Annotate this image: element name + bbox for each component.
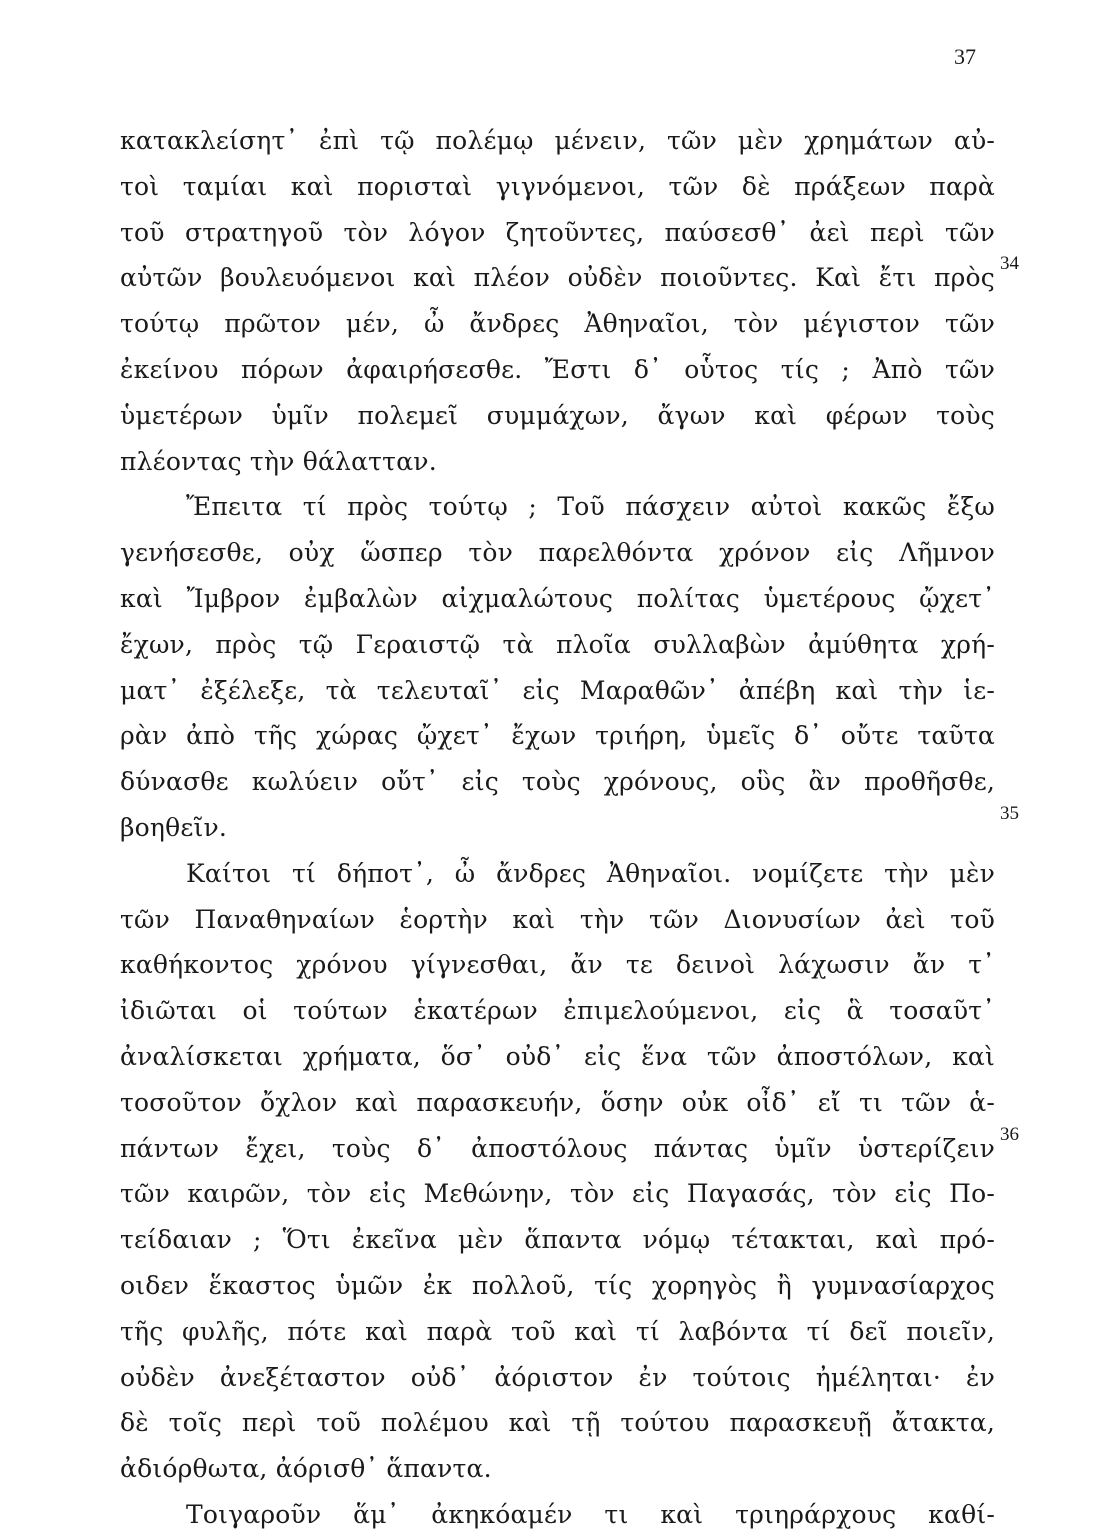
text-line: ματ᾽ ἐξέλεξε, τὰ τελευταῖ᾽ εἰς Μαραθῶν᾽ ἀπέβη καὶ τὴν ἱε- [120, 675, 995, 705]
text-line: δύνασθε κωλύειν οὔτ᾽ εἰς τοὺς χρόνους, οὓς ἂν προθῆσθε, [120, 767, 995, 797]
text-line: αὐτῶν βουλευόμενοι καὶ πλέον οὐδὲν ποιοῦντες. Καὶ ἔτι πρὸς [120, 263, 995, 293]
section-number: 36 [1000, 1124, 1019, 1145]
text-line: Ἔπειτα τί πρὸς τούτῳ ; Τοῦ πάσχειν αὐτοὶ κακῶς ἔξω [186, 492, 995, 522]
text-line: δὲ τοῖς περὶ τοῦ πολέμου καὶ τῇ τούτου παρασκευῇ ἄτακτα, [120, 1408, 995, 1438]
text-line: Καίτοι τί δήποτ᾽, ὦ ἄνδρες Ἀθηναῖοι. νομίζετε τὴν μὲν [186, 858, 995, 888]
text-line: τούτῳ πρῶτον μέν, ὦ ἄνδρες Ἀθηναῖοι, τὸν μέγιστον τῶν [120, 309, 995, 339]
text-line: ἔχων, πρὸς τῷ Γεραιστῷ τὰ πλοῖα συλλαβὼν ἀμύθητα χρή- [120, 629, 995, 659]
text-line: πάντων ἔχει, τοὺς δ᾽ ἀποστόλους πάντας ὑμῖν ὑστερίζειν [120, 1133, 995, 1163]
page-number: 37 [954, 44, 976, 69]
text-line: ὑμετέρων ὑμῖν πολεμεῖ συμμάχων, ἄγων καὶ φέρων τοὺς [120, 400, 995, 430]
body-text [120, 118, 995, 1538]
text-line: ἀναλίσκεται χρήματα, ὅσ᾽ οὐδ᾽ εἰς ἕνα τῶν ἀποστόλων, καὶ [120, 1041, 995, 1071]
text-line: οιδεν ἕκαστος ὑμῶν ἐκ πολλοῦ, τίς χορηγὸς ἢ γυμνασίαρχος [120, 1270, 995, 1300]
text-line: καὶ Ἴμβρον ἐμβαλὼν αἰχμαλώτους πολίτας ὑμετέρους ᾤχετ᾽ [120, 583, 995, 613]
text-line: κατακλείσητ᾽ ἐπὶ τῷ πολέμῳ μένειν, τῶν μὲν χρημάτων αὐ- [120, 126, 995, 155]
text-line: τῶν καιρῶν, τὸν εἰς Μεθώνην, τὸν εἰς Παγασάς, τὸν εἰς Πο- [120, 1179, 995, 1209]
text-line: Τοιγαροῦν ἅμ᾽ ἀκηκόαμέν τι καὶ τριηράρχους καθί- [186, 1499, 995, 1529]
text-line: ἐκείνου πόρων ἀφαιρήσεσθε. Ἔστι δ᾽ οὗτος τίς ; Ἀπὸ τῶν [120, 354, 995, 384]
text-line: τῆς φυλῆς, πότε καὶ παρὰ τοῦ καὶ τί λαβόντα τί δεῖ ποιεῖν, [120, 1316, 995, 1346]
section-number: 34 [1000, 253, 1019, 274]
text-line: τοὶ ταμίαι καὶ πορισταὶ γιγνόμενοι, τῶν δὲ πράξεων παρὰ [120, 171, 995, 201]
section-number: 35 [1000, 803, 1019, 824]
text-line: ἰδιῶται οἱ τούτων ἑκατέρων ἐπιμελούμενοι, εἰς ἃ τοσαῦτ᾽ [120, 996, 995, 1026]
text-line: ρὰν ἀπὸ τῆς χώρας ᾤχετ᾽ ἔχων τριήρη, ὑμεῖς δ᾽ οὔτε ταῦτα [120, 721, 995, 751]
text-line: βοηθεῖν. [120, 812, 228, 842]
text-line: τῶν Παναθηναίων ἑορτὴν καὶ τὴν τῶν Διονυσίων ἀεὶ τοῦ [120, 904, 995, 934]
text-line: πλέοντας τὴν θάλατταν. [120, 446, 437, 476]
text-line: καθήκοντος χρόνου γίγνεσθαι, ἄν τε δεινοὶ λάχωσιν ἄν τ᾽ [120, 950, 995, 980]
text-line: τοῦ στρατηγοῦ τὸν λόγον ζητοῦντες, παύσεσθ᾽ ἀεὶ περὶ τῶν [120, 217, 995, 247]
text-line: τείδαιαν ; Ὅτι ἐκεῖνα μὲν ἅπαντα νόμῳ τέτακται, καὶ πρό- [120, 1225, 995, 1255]
text-line: οὐδὲν ἀνεξέταστον οὐδ᾽ ἀόριστον ἐν τούτοις ἠμέληται· ἐν [120, 1362, 995, 1392]
text-line: γενήσεσθε, οὐχ ὥσπερ τὸν παρελθόντα χρόνον εἰς Λῆμνον [120, 538, 995, 568]
text-line: τοσοῦτον ὄχλον καὶ παρασκευήν, ὅσην οὐκ οἶδ᾽ εἴ τι τῶν ἁ- [120, 1087, 995, 1117]
text-line: ἀδιόρθωτα, ἀόρισθ᾽ ἅπαντα. [120, 1454, 492, 1484]
